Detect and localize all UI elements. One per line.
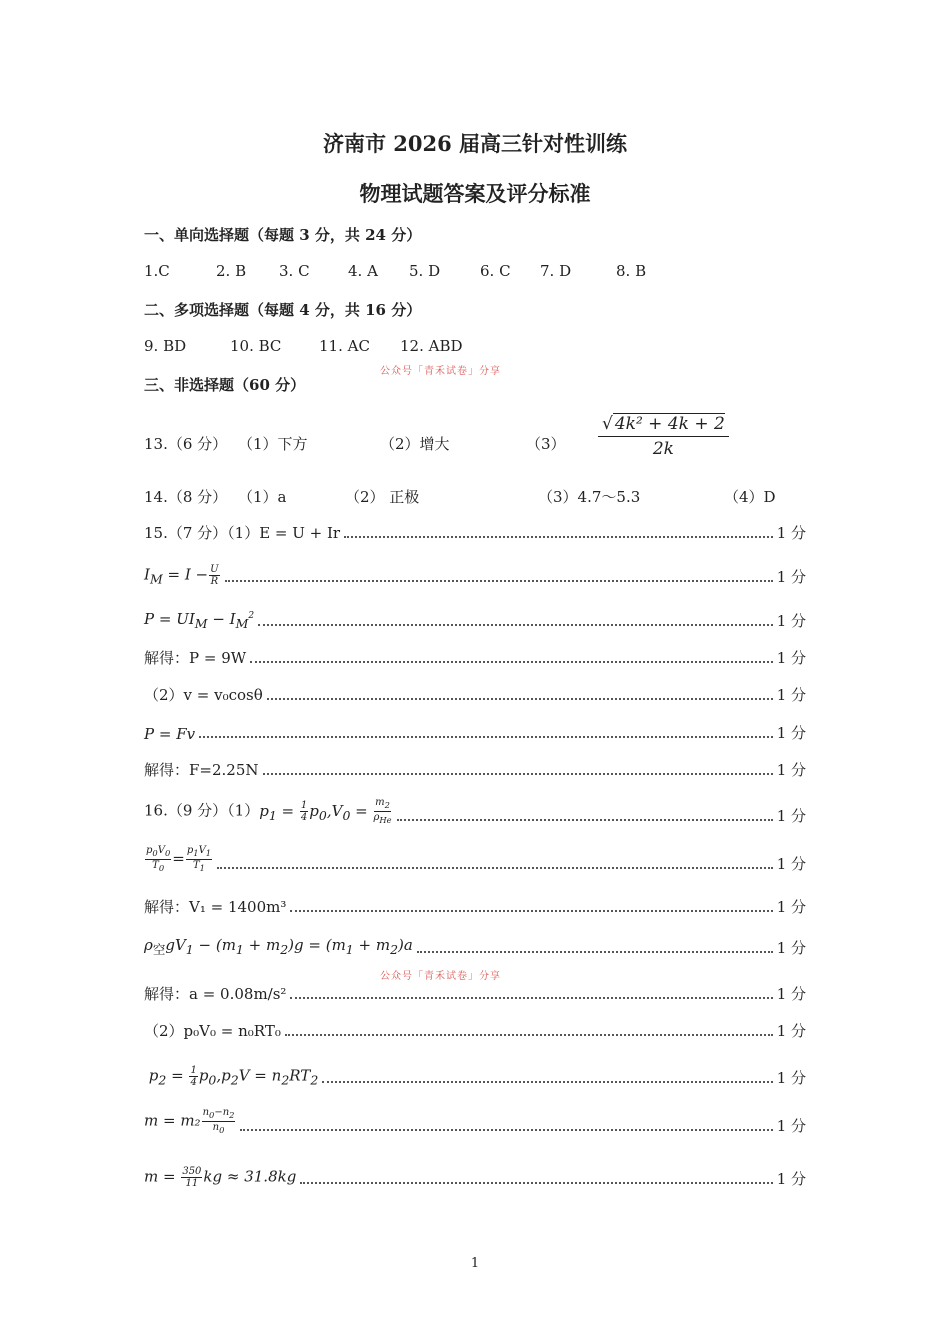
q15-line-2: $I_M = I$ − $\frac{U}{R}$ 1 分 (144, 564, 806, 587)
q14-label: 14.（8 分） (144, 488, 228, 506)
section-1-heading: 一、单向选择题（每题 3 分，共 24 分） (144, 226, 422, 244)
q15-line-6: P = Fv 1 分 (144, 724, 806, 743)
q16-line-5: 解得：a = 0.08m/s² 1 分 (144, 985, 806, 1003)
q16-line-4: $\rho_空gV_1 - (m_1 + m_2)g = (m_1 + m_2)a$ 1 分 (144, 936, 806, 957)
answer-12: 12. ABD (400, 337, 463, 355)
q13-part2: （2）增大 (380, 435, 450, 453)
document-subtitle: 物理试题答案及评分标准 (359, 181, 591, 206)
page-number: 1 (470, 1256, 480, 1271)
watermark: 公众号「青禾试卷」分享 (380, 366, 501, 377)
q16-line-7: $p_2$ = $\frac{1}{4}$ $p_0,p_2V = n_2RT_2$ 1 分 (144, 1065, 806, 1088)
q15-line-7: 解得：F=2.25N 1 分 (144, 761, 806, 779)
q14-part4: （4）D (724, 488, 776, 506)
watermark-2: 公众号「青禾试卷」分享 (380, 971, 501, 982)
q16-line-2: $\frac{p_0V_0}{T_0}$ = $\frac{p_1V_1}{T_1}$ 1 分 (146, 845, 806, 873)
q13-part3: （3） (526, 435, 566, 453)
q13-label: 13.（6 分） (144, 435, 228, 453)
q13-numerator: 4k² + 4k + 2 (614, 414, 725, 434)
q15-line-3: $P = UI_M - I_M^2$ 1 分 (144, 610, 806, 631)
answer-7: 7. D (540, 262, 572, 280)
q15-line-1: 15.（7 分）（1）E = U + Ir 1 分 (144, 524, 806, 542)
answer-9: 9. BD (144, 337, 187, 355)
answer-10: 10. BC (230, 337, 282, 355)
q16-line-1: 16.（9 分）$(1)p_1$ = $\frac{1}{4}$ $p_0,V_0$ = $\frac{m_2}{\rho_{He}}$ 1 分 (144, 797, 806, 825)
answer-3: 3. C (279, 262, 310, 280)
document-title: 济南市 2026 届高三针对性训练 (322, 131, 628, 156)
q14-part1: （1）a (238, 488, 287, 506)
q14-part2: （2） 正极 (345, 488, 420, 506)
answer-11: 11. AC (319, 337, 370, 355)
q14-part3: （3）4.7～5.3 (538, 488, 641, 506)
answer-2: 2. B (216, 262, 247, 280)
answer-6: 6. C (480, 262, 511, 280)
section-2-heading: 二、多项选择题（每题 4 分，共 16 分） (144, 301, 422, 319)
answer-8: 8. B (616, 262, 647, 280)
q15-line-5: （2）v = v₀cosθ 1 分 (144, 686, 806, 704)
answer-5: 5. D (409, 262, 441, 280)
q13-denominator: 2k (652, 439, 674, 459)
q16-line-9: m = $\frac{350}{11}$ kg ≈ 31.8kg 1 分 (144, 1166, 806, 1189)
q13-answer-fraction: √ 4k² + 4k + 2 2k (598, 414, 729, 459)
q15-line-4: 解得：P = 9W 1 分 (144, 649, 806, 667)
q13-part1: （1）下方 (238, 435, 308, 453)
answer-4: 4. A (348, 262, 378, 280)
q16-line-6: （2）p₀V₀ = n₀RT₀ 1 分 (144, 1022, 806, 1040)
answer-1: 1.C (144, 262, 170, 280)
q16-line-3: 解得：V₁ = 1400m³ 1 分 (144, 898, 806, 916)
q16-line-8: m = m₂ $\frac{n_0-n_2}{n_0}$ 1 分 (144, 1107, 806, 1135)
section-3-heading: 三、非选择题（60 分） (144, 376, 306, 394)
